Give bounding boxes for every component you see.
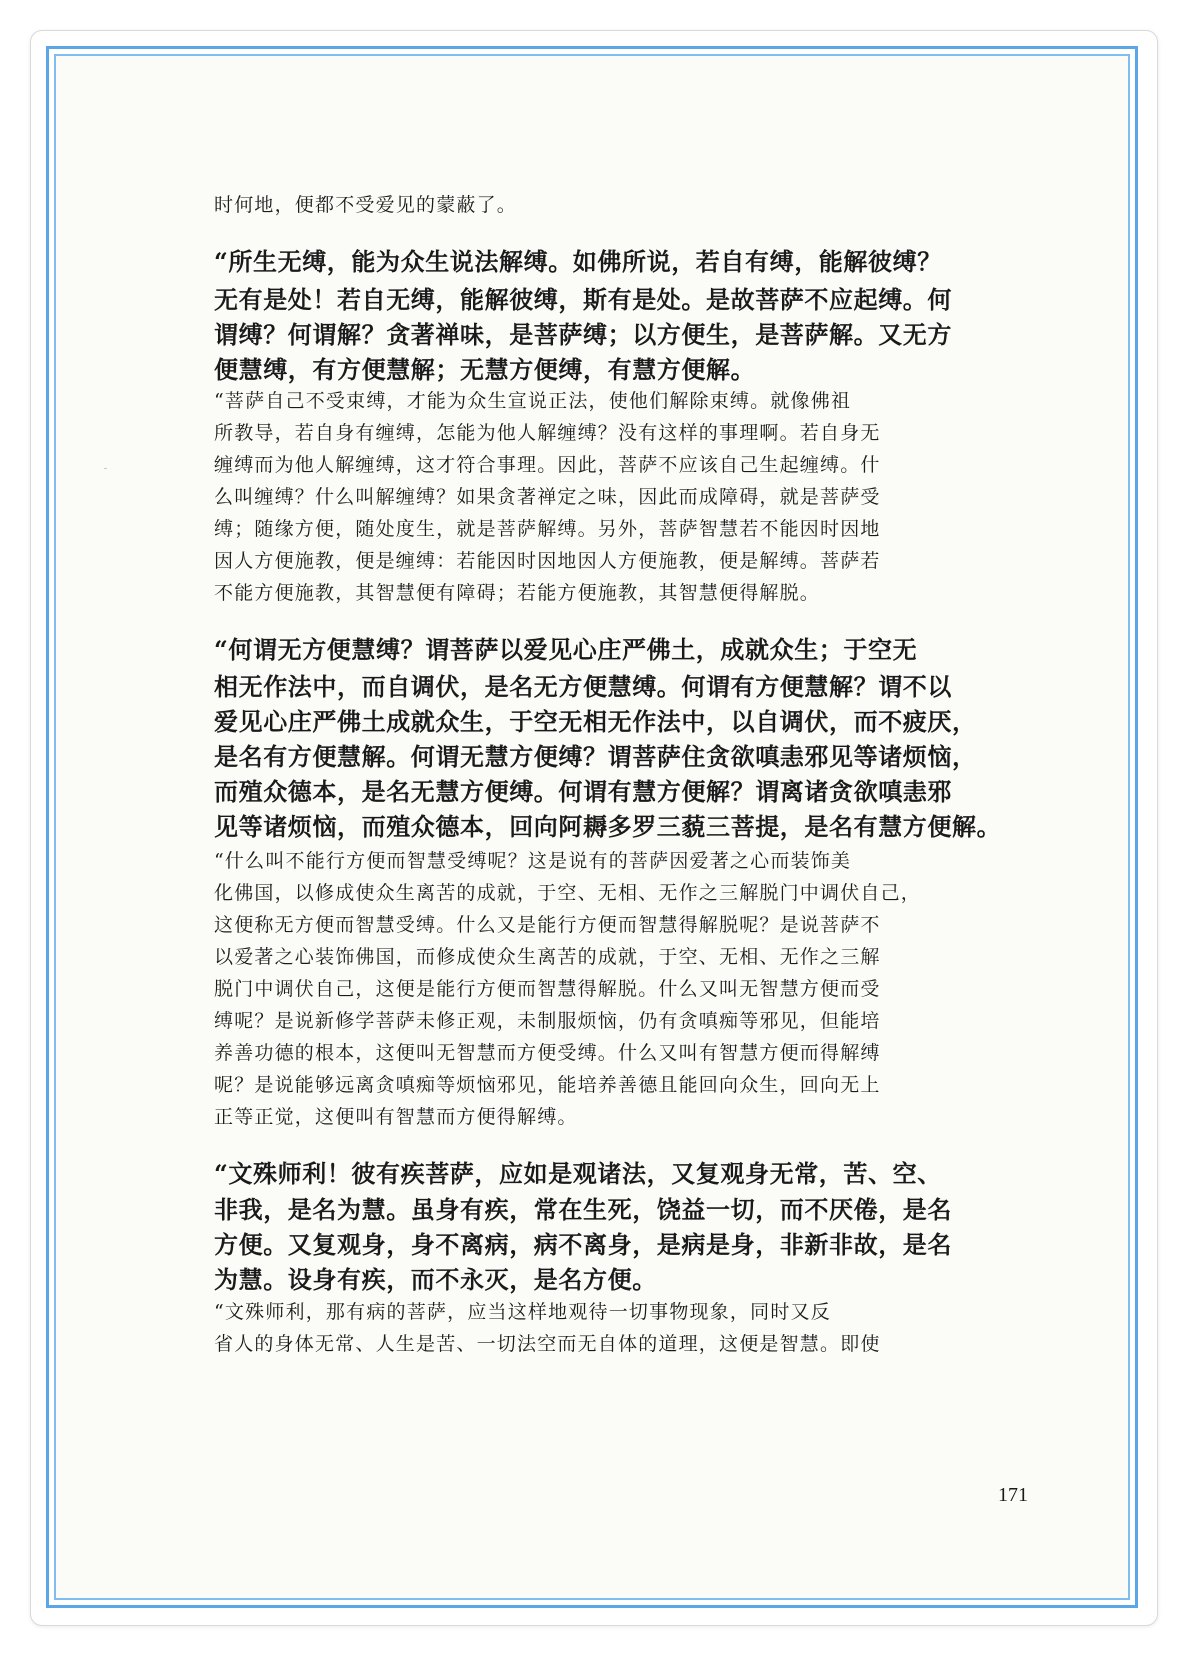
sutra-line: 无有是处！若自无缚，能解彼缚，斯有是处。是故菩萨不应起缚。何: [214, 285, 952, 314]
translation-line: 养善功德的根本，这便叫无智慧而方便受缚。什么又叫有智慧方便而得解缚: [214, 1042, 881, 1064]
sutra-line: 为慧。设身有疾，而不永灭，是名方便。: [214, 1265, 657, 1294]
translation-line: 脱门中调伏自己，这便是能行方便而智慧得解脱。什么又叫无智慧方便而受: [214, 978, 881, 1000]
sutra-line: 见等诸烦恼，而殖众德本，回向阿耨多罗三藐三菩提，是名有慧方便解。: [214, 812, 1002, 841]
translation-line: “文殊师利，那有病的菩萨，应当这样地观待一切事物现象，同时又反: [214, 1301, 831, 1323]
translation-line: 缚呢？是说新修学菩萨未修正观，未制服烦恼，仍有贪嗔痴等邪见，但能培: [214, 1010, 881, 1032]
translation-line: 化佛国，以修成使众生离苦的成就，于空、无相、无作之三解脱门中调伏自己，: [214, 882, 922, 904]
translation-line: 么叫缠缚？什么叫解缠缚？如果贪著禅定之味，因此而成障碍，就是菩萨受: [214, 486, 881, 508]
sutra-line: 相无作法中，而自调伏，是名无方便慧缚。何谓有方便慧解？谓不以: [214, 672, 952, 701]
translation-line: “什么叫不能行方便而智慧受缚呢？这是说有的菩萨因爱著之心而装饰美: [214, 850, 852, 872]
translation-line: 所教导，若自身有缠缚，怎能为他人解缠缚？没有这样的事理啊。若自身无: [214, 422, 881, 444]
translation-line: “菩萨自己不受束缚，才能为众生宣说正法，使他们解除束缚。就像佛祖: [214, 390, 852, 412]
scan-speck: [104, 468, 107, 469]
translation-line: 因人方便施教，便是缠缚：若能因时因地因人方便施教，便是解缚。菩萨若: [214, 550, 881, 572]
sutra-line: “何谓无方便慧缚？谓菩萨以爱见心庄严佛土，成就众生；于空无: [214, 635, 918, 664]
sutra-line: 非我，是名为慧。虽身有疾，常在生死，饶益一切，而不厌倦，是名: [214, 1195, 952, 1224]
sutra-line: 而殖众德本，是名无慧方便缚。何谓有慧方便解？谓离诸贪欲嗔恚邪: [214, 777, 952, 806]
sutra-line: “所生无缚，能为众生说法解缚。如佛所说，若自有缚，能解彼缚？: [214, 247, 942, 276]
text-line: 时何地，便都不受爱见的蒙蔽了。: [214, 194, 518, 216]
sutra-line: 谓缚？何谓解？贪著禅味，是菩萨缚；以方便生，是菩萨解。又无方: [214, 320, 952, 349]
translation-line: 这便称无方便而智慧受缚。什么又是能行方便而智慧得解脱呢？是说菩萨不: [214, 914, 881, 936]
translation-line: 呢？是说能够远离贪嗔痴等烦恼邪见，能培养善德且能回向众生，回向无上: [214, 1074, 881, 1096]
sutra-line: 是名有方便慧解。何谓无慧方便缚？谓菩萨住贪欲嗔恚邪见等诸烦恼，: [214, 742, 977, 771]
sutra-line: “文殊师利！彼有疾菩萨，应如是观诸法，又复观身无常，苦、空、: [214, 1159, 942, 1188]
translation-line: 省人的身体无常、人生是苦、一切法空而无自体的道理，这便是智慧。即使: [214, 1333, 881, 1355]
page-number: 171: [998, 1484, 1028, 1506]
translation-line: 以爱著之心装饰佛国，而修成使众生离苦的成就，于空、无相、无作之三解: [214, 946, 881, 968]
sutra-line: 方便。又复观身，身不离病，病不离身，是病是身，非新非故，是名: [214, 1230, 952, 1259]
translation-line: 缠缚而为他人解缠缚，这才符合事理。因此，菩萨不应该自己生起缠缚。什: [214, 454, 881, 476]
translation-line: 缚；随缘方便，随处度生，就是菩萨解缚。另外，菩萨智慧若不能因时因地: [214, 518, 881, 540]
sutra-line: 便慧缚，有方便慧解；无慧方便缚，有慧方便解。: [214, 355, 756, 384]
translation-line: 不能方便施教，其智慧便有障碍；若能方便施教，其智慧便得解脱。: [214, 582, 821, 604]
translation-line: 正等正觉，这便叫有智慧而方便得解缚。: [214, 1106, 578, 1128]
sutra-line: 爱见心庄严佛土成就众生，于空无相无作法中，以自调伏，而不疲厌，: [214, 707, 977, 736]
